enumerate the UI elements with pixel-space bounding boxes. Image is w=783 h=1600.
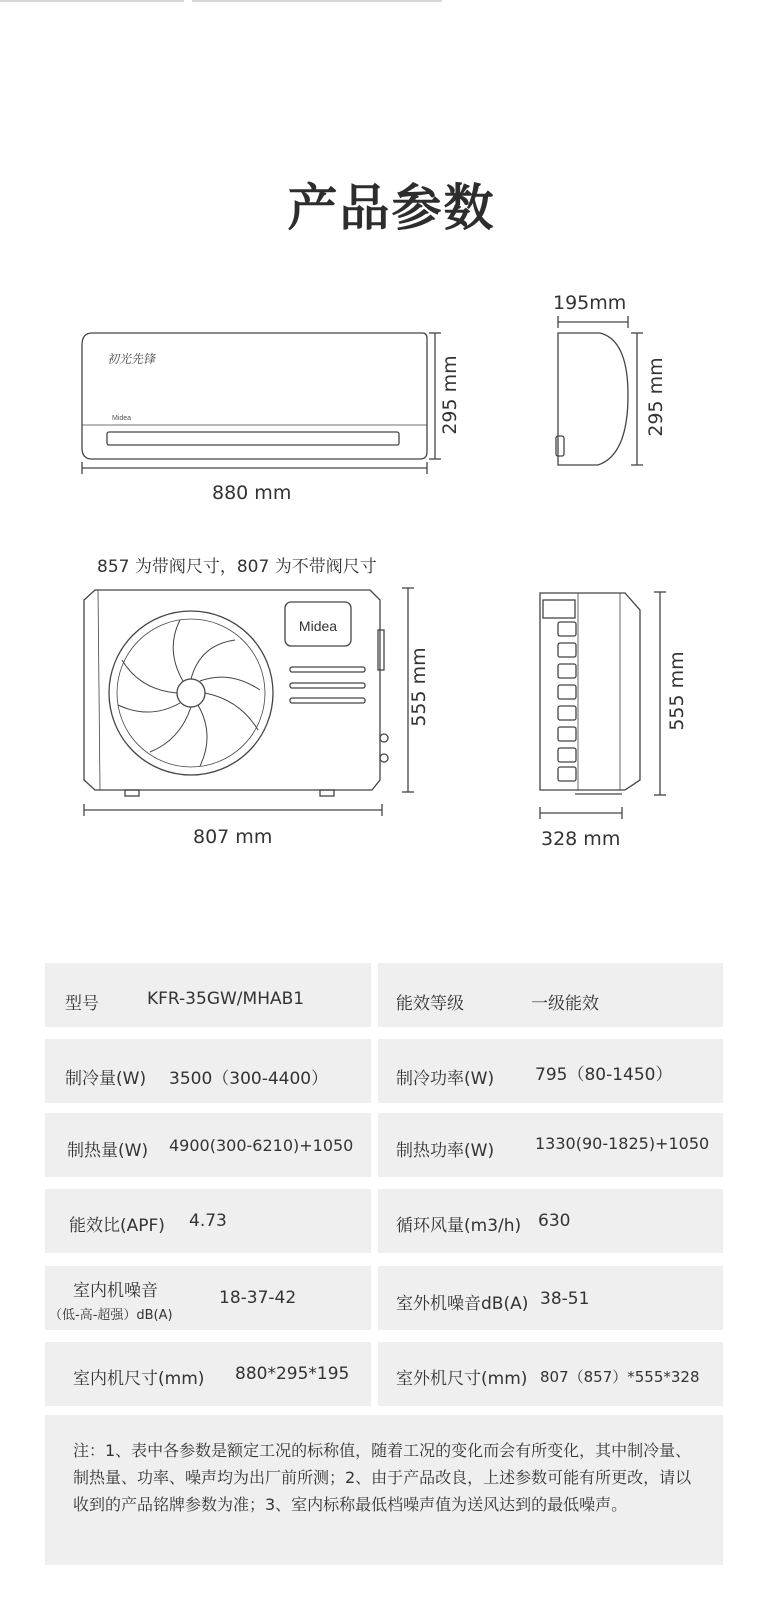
spec-label: 室外机尺寸(mm) (396, 1369, 528, 1389)
spec-value: 18-37-42 (219, 1288, 297, 1308)
indoor-width-label: 880 mm (212, 482, 292, 504)
indoor-side-depth-label: 195mm (553, 292, 627, 314)
outdoor-unit-front (84, 590, 388, 796)
spec-value: 4.73 (189, 1211, 227, 1231)
spec-label: 制冷量(W) (65, 1069, 147, 1089)
spec-label: 室内机噪音 (73, 1281, 158, 1301)
spec-value: KFR-35GW/MHAB1 (147, 989, 305, 1009)
outdoor-width-label: 807 mm (193, 826, 273, 848)
spec-cell-apf (45, 1189, 371, 1253)
footnote: 注：1、表中各参数是额定工况的标称值，随着工况的变化而会有所变化，其中制冷量、制热量、功率、噪声均为出厂前所测；2、由于产品改良，上述参数可能有所更改，请以收到的产品铭牌参数为准；3、室内标称最低档噪声值为送风达到的最低噪声。 (45, 1415, 723, 1565)
spec-label: 能效等级 (396, 994, 464, 1014)
spec-label: 制热量(W) (67, 1141, 149, 1161)
page-title: 产品参数 (287, 179, 496, 237)
spec-value: 630 (538, 1211, 571, 1231)
spec-label: 能效比(APF) (69, 1216, 165, 1236)
spec-label: 室内机尺寸(mm) (73, 1369, 205, 1389)
spec-label: 制热功率(W) (396, 1141, 495, 1161)
outdoor-valve-note: 857 为带阀尺寸，807 为不带阀尺寸 (97, 557, 377, 577)
indoor-side-height-label: 295 mm (645, 357, 667, 437)
spec-cell-model (45, 963, 371, 1027)
outdoor-height-label: 555 mm (408, 647, 430, 727)
spec-value: 3500（300-4400） (169, 1069, 329, 1089)
spec-value: 1330(90-1825)+1050 (535, 1134, 710, 1153)
spec-label: 制冷功率(W) (396, 1069, 495, 1089)
spec-value: 807（857）*555*328 (540, 1368, 700, 1386)
spec-label: 循环风量(m3/h) (396, 1216, 522, 1236)
spec-cell-heating-capacity (45, 1113, 371, 1177)
spec-cell-airflow (378, 1189, 723, 1253)
spec-label: 室外机噪音dB(A) (396, 1294, 529, 1314)
spec-value: 880*295*195 (235, 1364, 350, 1384)
spec-value: 4900(300-6210)+1050 (169, 1136, 354, 1155)
outdoor-unit-side (540, 593, 640, 794)
spec-cell-indoor-noise (45, 1266, 371, 1330)
spec-label: 型号 (65, 994, 99, 1014)
spec-cell-heating-power (378, 1113, 723, 1177)
indoor-unit-side (556, 333, 628, 465)
outdoor-logo-text: Midea (298, 618, 338, 634)
spec-cell-efficiency-grade (378, 963, 723, 1027)
indoor-height-label: 295 mm (439, 355, 461, 435)
spec-cell-indoor-size (45, 1342, 371, 1406)
spec-value: 795（80-1450） (535, 1065, 673, 1085)
spec-cell-cooling-capacity (45, 1039, 371, 1103)
spec-value: 38-51 (540, 1289, 590, 1309)
indoor-logo-text: Midea (112, 415, 132, 422)
outdoor-side-height-label: 555 mm (666, 651, 688, 731)
spec-value: 一级能效 (531, 994, 599, 1014)
spec-sublabel: （低-高-超强）dB(A) (49, 1308, 173, 1323)
outdoor-side-depth-label: 328 mm (541, 828, 621, 850)
spec-cell-cooling-power (378, 1039, 723, 1103)
spec-cell-outdoor-noise (378, 1266, 723, 1330)
spec-cell-outdoor-size (378, 1342, 723, 1406)
indoor-brand-text: 初光先锋 (107, 352, 156, 366)
